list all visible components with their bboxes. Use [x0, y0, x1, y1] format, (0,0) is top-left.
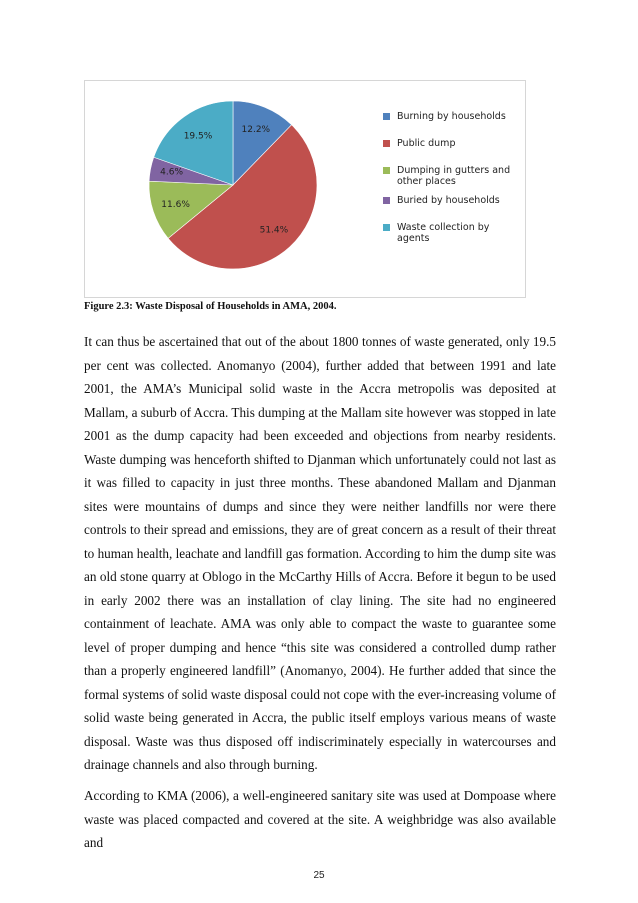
legend-item — [383, 138, 523, 149]
pie-data-label: 4.6% — [160, 167, 184, 178]
legend-swatch — [383, 113, 390, 120]
pie-data-label: 19.5% — [183, 131, 213, 142]
legend-item — [383, 111, 523, 122]
legend-swatch — [383, 140, 390, 147]
legend-swatch — [383, 197, 390, 204]
legend-swatch — [383, 167, 390, 174]
pie-chart-figure — [84, 80, 526, 298]
legend-label: Waste collection by agents — [397, 222, 490, 244]
legend-swatch — [383, 224, 390, 231]
pie-data-label: 11.6% — [161, 200, 190, 211]
figure-caption: Figure 2.3: Waste Disposal of Households in AMA, 2004. — [84, 301, 337, 312]
legend-item — [383, 195, 523, 206]
body-paragraph-1: It can thus be ascertained that out of the about 1800 tonnes of waste generated, only 19.5 per cent was collected. Anomanyo (2004), further added that between 1991 and late 2001, the AMA’s Municipal solid waste in the Accra metropolis was deposited at Mallam, a suburb of Accra. This dumping at the Mallam site however was stopped in late 2001 as the dump capacity had been exceeded and objections from nearby residents. Waste dumping was henceforth shifted to Djanman which unfortunately could not last as it was filled to capacity in just three months. These abandoned Mallam and Djanman sites were mountains of dumps and since they were neither landfills nor were there controls to their spread and emissions, they are of great concern as a result of their threat to human health, leachate and landfill gas formation. According to him the dump site was an old stone quarry at Oblogo in the McCarthy Hills of Accra. Before it begun to be used in early 2002 there was an installation of clay lining. The site had no engineered containment of leachate. AMA was only able to compact the waste to guarantee some level of proper dumping and hence “this site was considered a controlled dump rather than a properly engineered landfill” (Anomanyo, 2004). He further added that since the formal systems of solid waste disposal could not cope with the ever-increasing volume of solid waste being generated in Accra, the public itself employs various means of waste disposal. Waste was thus disposed off indiscriminately especially in watercourses and drainage channels and also through burning. — [84, 334, 556, 772]
chart-legend — [383, 111, 523, 252]
legend-label: Buried by households — [397, 195, 500, 206]
legend-item — [383, 222, 523, 244]
pie-data-label: 12.2% — [241, 125, 271, 135]
pie-data-label: 51.4% — [259, 225, 289, 236]
legend-label: Public dump — [397, 138, 456, 149]
body-paragraph-2: According to KMA (2006), a well-engineered sanitary site was used at Dompoase where waste was placed compacted and covered at the site. A weighbridge was also available and — [84, 788, 556, 850]
page-number: 25 — [313, 870, 325, 881]
legend-label: Dumping in gutters and other places — [397, 165, 511, 187]
legend-label: Burning by households — [397, 111, 506, 122]
legend-item — [383, 165, 523, 187]
